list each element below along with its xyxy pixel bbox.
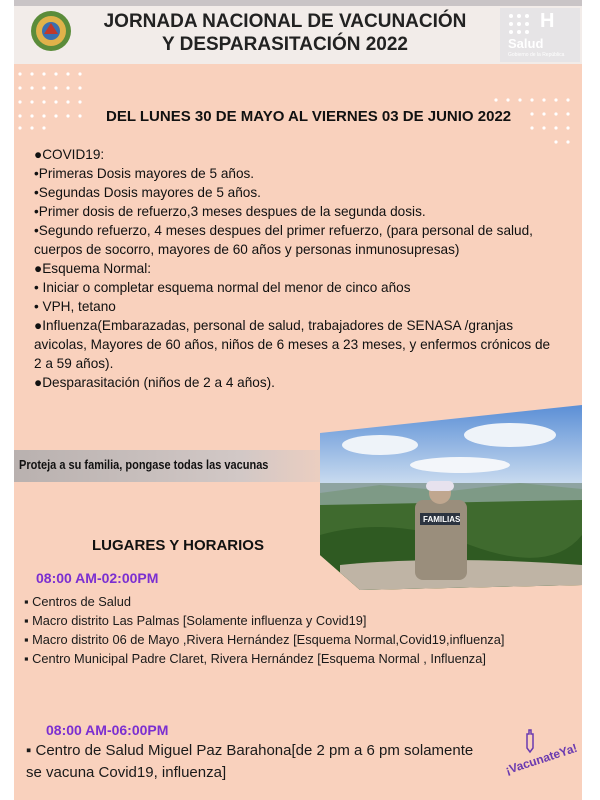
places-heading: LUGARES Y HORARIOS <box>92 537 264 554</box>
vest-label: FAMILIAS <box>423 515 461 524</box>
salud-logo <box>500 8 580 62</box>
list-item: • Iniciar o completar esquema normal del menor de cinco años <box>34 280 411 295</box>
brand-name: Salud <box>508 36 544 51</box>
title-line-2: Y DESPARASITACIÓN 2022 <box>161 34 409 55</box>
list-item: ●COVID19: <box>34 147 105 162</box>
list-item: •Primer dosis de refuerzo,3 meses despues de la segunda dosis. <box>34 204 426 219</box>
brand-subtitle: Gobierno de la República <box>508 52 565 58</box>
list-item: ▪ Macro distrito Las Palmas [Solamente influenza y Covid19] <box>24 613 367 628</box>
list-item: ●Desparasitación (niños de 2 a 4 años). <box>34 375 275 390</box>
places-list-1 <box>24 592 579 668</box>
schedule-time-1: 08:00 AM-02:00PM <box>36 570 159 586</box>
slogan-text: Proteja a su familia, pongase todas las vacunas <box>19 458 269 472</box>
dot-pattern-left <box>16 70 86 132</box>
list-item: ▪ Centro Municipal Padre Claret, Rivera Hernández [Esquema Normal , Influenza] <box>24 651 486 666</box>
vaccine-list <box>34 145 554 392</box>
list-item: •Primeras Dosis mayores de 5 años. <box>34 166 255 181</box>
list-item: ▪ Centro de Salud Miguel Paz Barahona[de 2 pm a 6 pm solamente se vacuna Covid19, influenza] <box>26 742 474 781</box>
municipal-crest-icon <box>30 10 72 52</box>
slogan-banner <box>14 450 364 482</box>
list-item: ●Esquema Normal: <box>34 261 152 276</box>
list-item: •Segundas Dosis mayores de 5 años. <box>34 185 261 200</box>
list-item: ▪ Centros de Salud <box>24 594 131 609</box>
list-item: ▪ Macro distrito 06 de Mayo ,Rivera Hernández [Esquema Normal,Covid19,influenza] <box>24 632 505 647</box>
page-title <box>80 10 490 56</box>
schedule-time-2: 08:00 AM-06:00PM <box>46 722 169 738</box>
title-line-1: JORNADA NACIONAL DE VACUNACIÓN <box>103 11 467 32</box>
brand-letter: H <box>540 10 555 32</box>
list-item: ●Influenza(Embarazadas, personal de salud, trabajadores de SENASA /granjas avicolas, Mayores de 60 años, niños de 6 meses a 23 meses, y enfermos crónicos de 2 a 59 años). <box>34 318 551 371</box>
syringe-icon <box>520 728 540 754</box>
dot-grid-icon <box>508 13 530 35</box>
campaign-dates: DEL LUNES 30 DE MAYO AL VIERNES 03 DE JUNIO 2022 <box>106 108 512 125</box>
vacunate-ya-logo <box>500 728 580 784</box>
list-item: •Segundo refuerzo, 4 meses despues del primer refuerzo, (para personal de salud, cuerpos de socorro, mayores de 60 años y personas inmunosupresas) <box>34 223 533 257</box>
landscape-photo <box>320 405 582 590</box>
places-list-2 <box>26 740 491 784</box>
vacunate-text: ¡VacunateYa! <box>503 740 580 778</box>
list-item: • VPH, tetano <box>34 299 116 314</box>
